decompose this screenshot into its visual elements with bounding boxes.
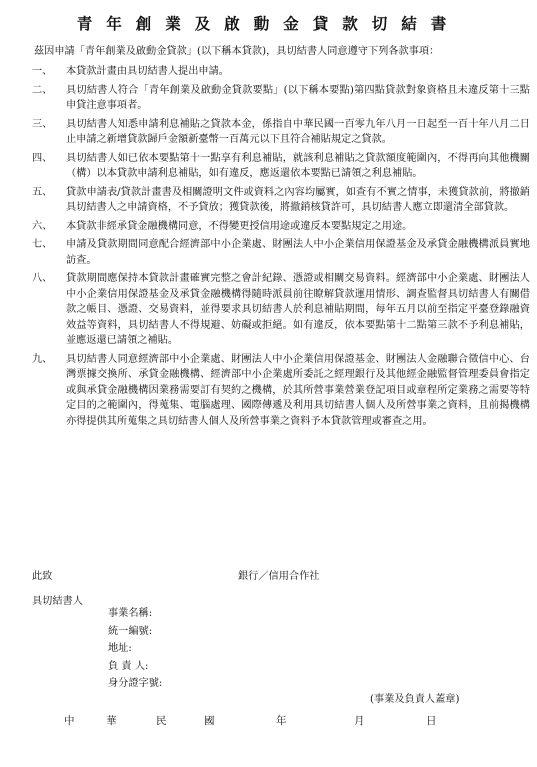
- date-char: 國: [204, 715, 215, 727]
- date-year: 年: [276, 715, 287, 727]
- date-month: 月: [354, 715, 365, 727]
- signer-label: 具切結書人: [32, 596, 83, 607]
- clause-number: 一、: [32, 66, 53, 77]
- representative-field: 負 責 人:: [108, 660, 149, 672]
- date-char: 民: [156, 715, 167, 727]
- clause-text: 貸款申請表/貸款計畫書及相關證明文件或資料之內容均屬實，如查有不實之情事，未獲貸款前，將撤銷具切結書人之申請資格，不予貸放；獲貸款後，將撤銷核貸許可，具切結書人應立即還清全部貸款。: [66, 186, 530, 213]
- clause-item: [32, 271, 530, 349]
- salutation: 此致: [32, 571, 53, 582]
- clause-number: 五、: [32, 186, 53, 198]
- id-number-field: 身分證字號:: [108, 678, 163, 689]
- clause-number: 四、: [32, 152, 53, 164]
- tax-id-field: 統一編號:: [108, 625, 153, 637]
- page-title: 青年創業及啟動金貸款切結書: [76, 14, 461, 33]
- clause-item: [32, 83, 530, 114]
- business-name-field: 事業名稱:: [108, 608, 153, 619]
- clause-text: 具切結書人知悉申請利息補貼之貸款本金，係指自中華民國一百零九年八月一日起至一百十年八月二日止申請之新增貸款歸戶金額新臺幣一百萬元以下且符合補貼規定之貸款。: [66, 118, 530, 145]
- date-day: 日: [426, 715, 437, 727]
- clause-text: 本貸款非經承貸金融機構同意，不得變更授信用途或違反本要點規定之用途。: [66, 220, 413, 232]
- clause-number: 七、: [32, 239, 53, 250]
- intro-paragraph: 茲因申請「青年創業及啟動金貸款」(以下稱本貸款)，具切結書人同意遵守下列各款事項：: [34, 46, 440, 57]
- clause-number: 六、: [32, 220, 53, 232]
- clause-number: 八、: [32, 273, 53, 284]
- clause-item: [32, 151, 530, 182]
- clause-item: [32, 185, 530, 216]
- clause-number: 二、: [32, 84, 53, 96]
- date-char: 中: [64, 715, 75, 727]
- clause-list: [32, 64, 530, 432]
- signer-fields: [108, 604, 162, 692]
- clause-text: 貸款期間應保持本貸款計畫確實完整之會計紀錄、憑證或相關交易資料。經濟部中小企業處、財團法人中小企業信用保證基金及承貸金融機構得隨時派員前往瞭解貸款運用情形、調查監督具切結書人有關借款之帳目、憑證、交易資料，並得要求具切結書人於利息補貼期間，每年五月以前至指定平臺登錄融資效益等資料，具切結書人不得規避、妨礙或拒絕。如有違反，依本要點第十二點第三款不予利息補貼，並應返還已請領之補貼。: [66, 273, 530, 346]
- clause-text: 本貸款計畫由具切結書人提出申請。: [66, 66, 229, 77]
- clause-text: 具切結書人同意經濟部中小企業處、財團法人中小企業信用保證基金、財團法人金融聯合徵信中心、台灣票據交換所、承貸金融機構、經濟部中小企業處所委託之經理銀行及其他經金融監督管理委員會指定或與承貸金融機構因業務需要訂有契約之機構，於其所營事業營業登記項目或章程所定業務之需要等特定目的之範圍內，得蒐集、電腦處理、國際傳遞及利用具切結書人個人及所營事業之資料，且前揭機構亦得提供其所蒐集之具切結書人個人及所營事業之資料予本貸款管理或審查之用。: [66, 353, 530, 427]
- clause-number: 三、: [32, 118, 53, 130]
- clause-item: [32, 219, 530, 235]
- date-char: 華: [106, 715, 117, 727]
- bank-addressee: 銀行／信用合作社: [238, 571, 320, 582]
- address-field: 地址:: [108, 643, 132, 654]
- clause-text: 具切結書人符合「青年創業及啟動金貸款要點」(以下稱本要點)第四點貸款對象資格且未違反第十三點申貸注意事項者。: [66, 84, 530, 111]
- clause-item: [32, 237, 530, 268]
- clause-text: 具切結書人如已依本要點第十一點享有利息補貼，就該利息補貼之貸款額度範圍內，不得再向其他機關（構）以本貸款申請利息補貼，如有違反，應返還依本要點已請領之利息補貼。: [66, 152, 530, 179]
- clause-number: 九、: [32, 353, 53, 365]
- clause-text: 申請及貸款期間同意配合經濟部中小企業處、財團法人中小企業信用保證基金及承貸金融機構派員實地訪查。: [66, 239, 530, 266]
- clause-item: [32, 352, 530, 430]
- clause-item: [32, 64, 530, 80]
- clause-item: [32, 117, 530, 148]
- seal-note: (事業及負責人蓋章): [370, 694, 460, 705]
